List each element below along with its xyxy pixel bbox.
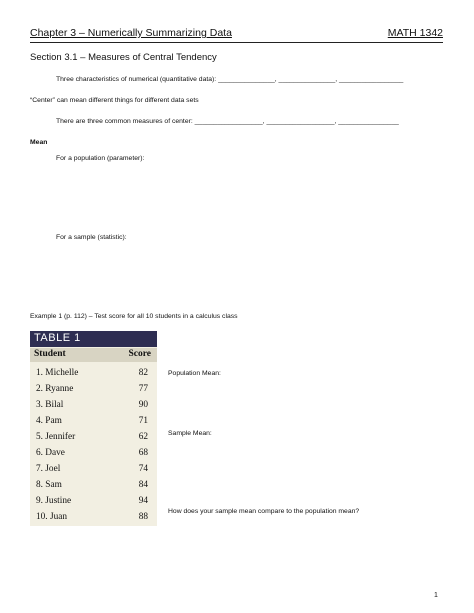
table-title: TABLE 1	[34, 332, 81, 344]
table-row	[30, 445, 157, 461]
table-header-row	[30, 348, 157, 362]
student-name: 6. Dave	[36, 448, 65, 458]
student-score: 94	[138, 496, 148, 506]
table-row	[30, 493, 157, 509]
sample-mean-label: Sample Mean:	[168, 430, 212, 437]
student-score: 84	[138, 480, 148, 490]
center-meaning-line: “Center” can mean different things for different data sets	[30, 97, 199, 104]
student-score: 68	[138, 448, 148, 458]
table-row	[30, 397, 157, 413]
student-name: 2. Ryanne	[36, 384, 74, 394]
example-line: Example 1 (p. 112) – Test score for all 10 students in a calculus class	[30, 313, 238, 320]
student-name: 4. Pam	[36, 416, 62, 426]
table-row	[30, 413, 157, 429]
student-score: 88	[138, 512, 148, 522]
student-score: 74	[138, 464, 148, 474]
table-row	[30, 365, 157, 381]
common-measures-line: There are three common measures of center: __________________, __________________, ________________	[56, 118, 399, 125]
table-title-bar	[30, 331, 157, 347]
scores-table	[30, 331, 157, 526]
student-name: 10. Juan	[36, 512, 67, 522]
sample-line: For a sample (statistic):	[56, 234, 127, 241]
table-row	[30, 461, 157, 477]
population-mean-label: Population Mean:	[168, 370, 221, 377]
student-name: 7. Joel	[36, 464, 61, 474]
student-name: 9. Justine	[36, 496, 72, 506]
student-name: 3. Bilal	[36, 400, 64, 410]
column-header-score: Score	[128, 349, 151, 359]
population-line: For a population (parameter):	[56, 155, 145, 162]
comparison-question: How does your sample mean compare to the population mean?	[168, 508, 360, 515]
course-code: MATH 1342	[387, 27, 443, 39]
mean-heading: Mean	[30, 139, 48, 146]
student-score: 62	[138, 432, 148, 442]
student-score: 77	[138, 384, 148, 394]
page-number: 1	[434, 592, 438, 599]
characteristics-line: Three characteristics of numerical (quantitative data): _______________, _______________, _________________	[56, 76, 404, 83]
student-score: 82	[138, 368, 148, 378]
student-name: 8. Sam	[36, 480, 62, 490]
chapter-title: Chapter 3 – Numerically Summarizing Data	[30, 27, 232, 39]
section-title: Section 3.1 – Measures of Central Tendency	[30, 52, 217, 63]
student-name: 1. Michelle	[36, 368, 79, 378]
student-score: 71	[138, 416, 148, 426]
student-name: 5. Jennifer	[36, 432, 76, 442]
table-row	[30, 477, 157, 493]
table-row	[30, 509, 157, 525]
student-score: 90	[138, 400, 148, 410]
page-header	[30, 27, 443, 43]
column-header-student: Student	[34, 349, 66, 359]
table-row	[30, 429, 157, 445]
table-row	[30, 381, 157, 397]
